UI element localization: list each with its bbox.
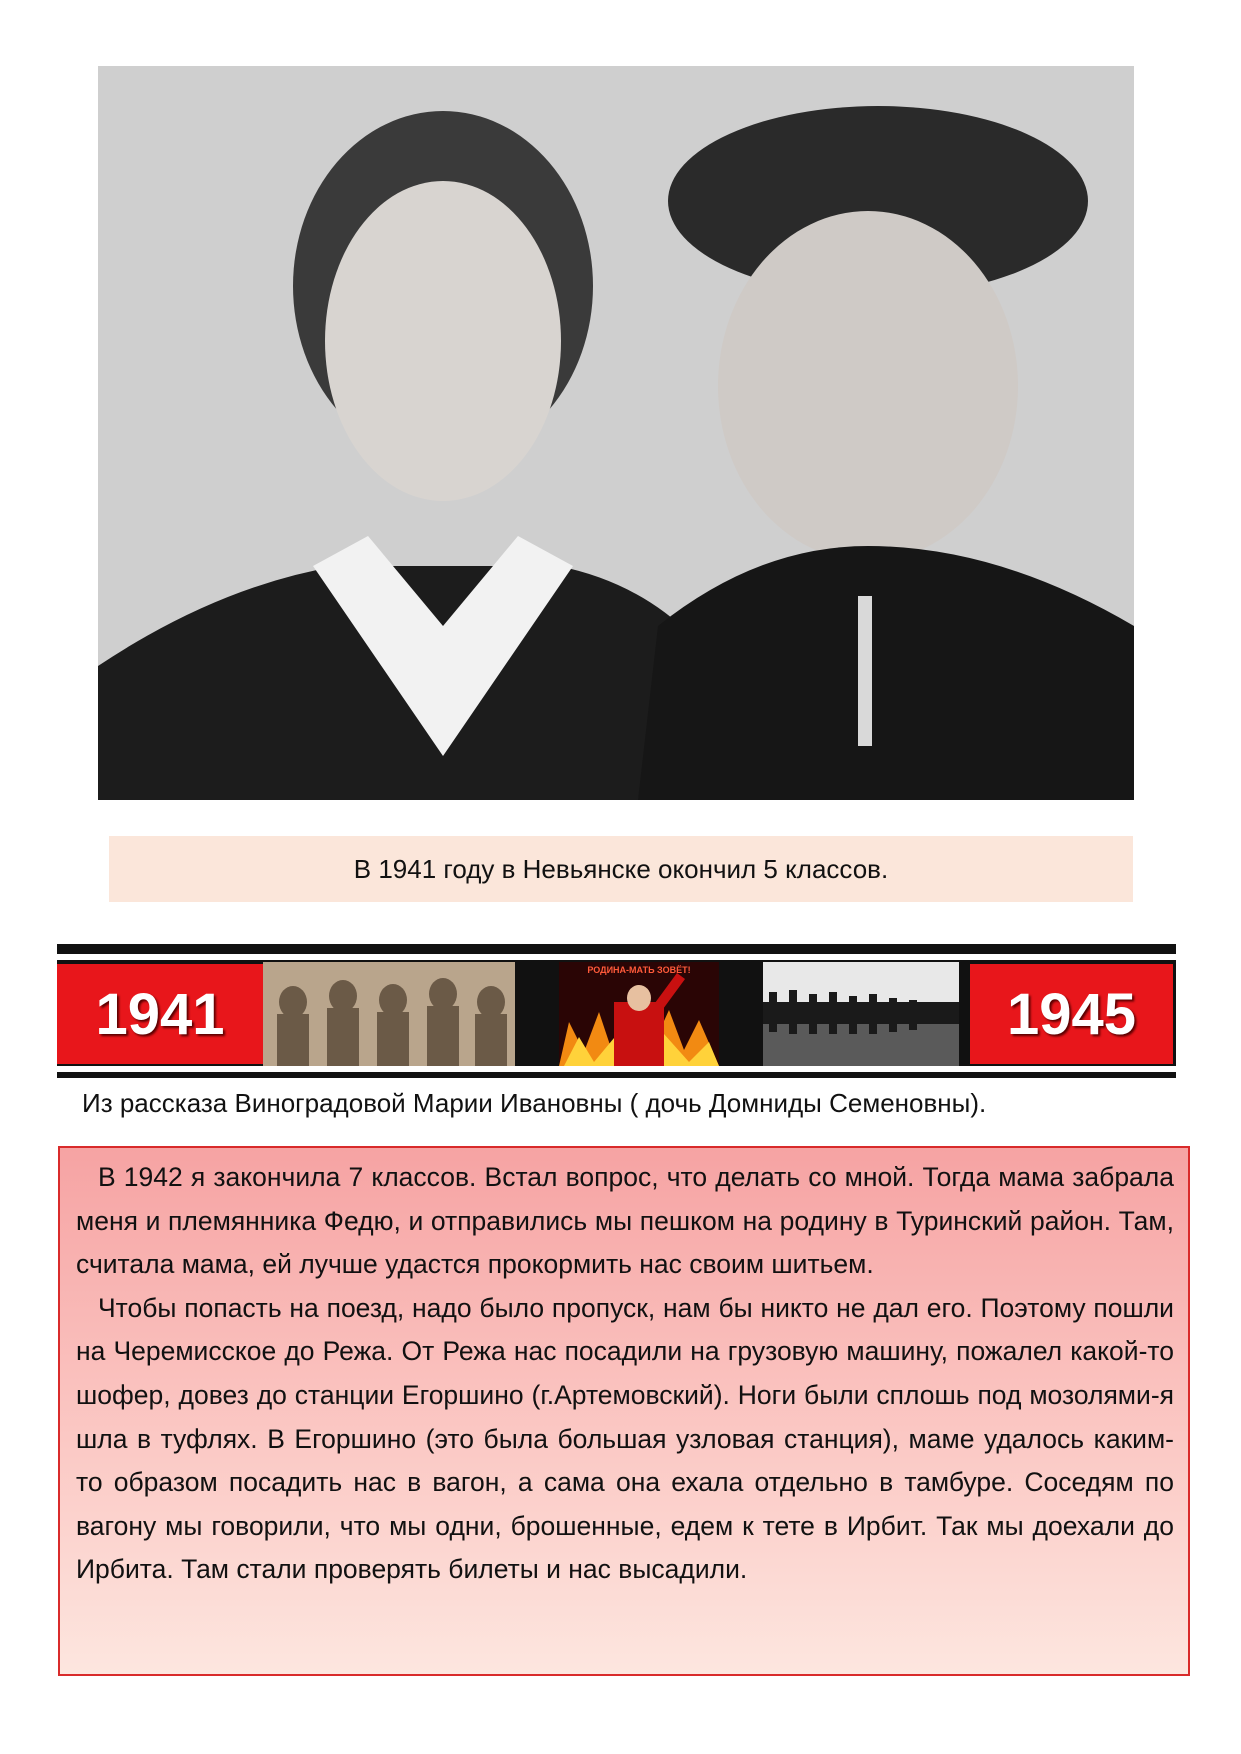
- poster-text: РОДИНА-МАТЬ ЗОВЁТ!: [587, 965, 691, 975]
- story-paragraph: В 1942 я закончила 7 классов. Встал вопрос, что делать со мной. Тогда мама забрала меня и племянника Федю, и отправились мы пешком на родину в Туринский район. Там, считала мама, ей лучше удастся прокормить нас своим шитьем.: [76, 1162, 1174, 1280]
- banner-stripe-bottom: [57, 1066, 1176, 1072]
- year-start: 1941: [95, 981, 225, 1047]
- war-years-banner: [57, 944, 1176, 1078]
- year-start-box: [57, 964, 263, 1064]
- story-paragraph: Чтобы попасть на поезд, надо было пропуск, нам бы никто не дал его. Поэтому пошли на Черемисское до Режа. От Режа нас посадили на грузовую машину, пожалел какой-то шофер, довез до станции Егоршино (г.Артемовский). Ноги были сплошь под мозолями-я шла в туфлях. В Егоршино (это была большая узловая станция), маме удалось каким-то образом посадить нас в вагон, а сама она ехала отдельно в тамбуре. Соседям по вагону мы говорили, что мы одни, брошенные, едем к тете в Ирбит. Так мы доехали до Ирбита. Там стали проверять билеты и нас высадили.: [76, 1292, 1174, 1585]
- year-end: 1945: [1006, 981, 1137, 1047]
- caption-text: В 1941 году в Невьянске окончил 5 классов.: [353, 853, 889, 884]
- story-box: [58, 1146, 1190, 1676]
- soldiers-march-image: [263, 962, 515, 1066]
- year-end-box: [970, 964, 1173, 1064]
- motherland-poster-image: [559, 962, 719, 1066]
- family-photo: [98, 66, 1134, 800]
- caption-box: [109, 836, 1133, 902]
- story-source-subtitle: Из рассказа Виноградовой Марии Ивановны ( дочь Домниды Семеновны).: [82, 1088, 987, 1118]
- troops-parade-image: [763, 962, 959, 1066]
- banner-stripe-top: [57, 954, 1176, 960]
